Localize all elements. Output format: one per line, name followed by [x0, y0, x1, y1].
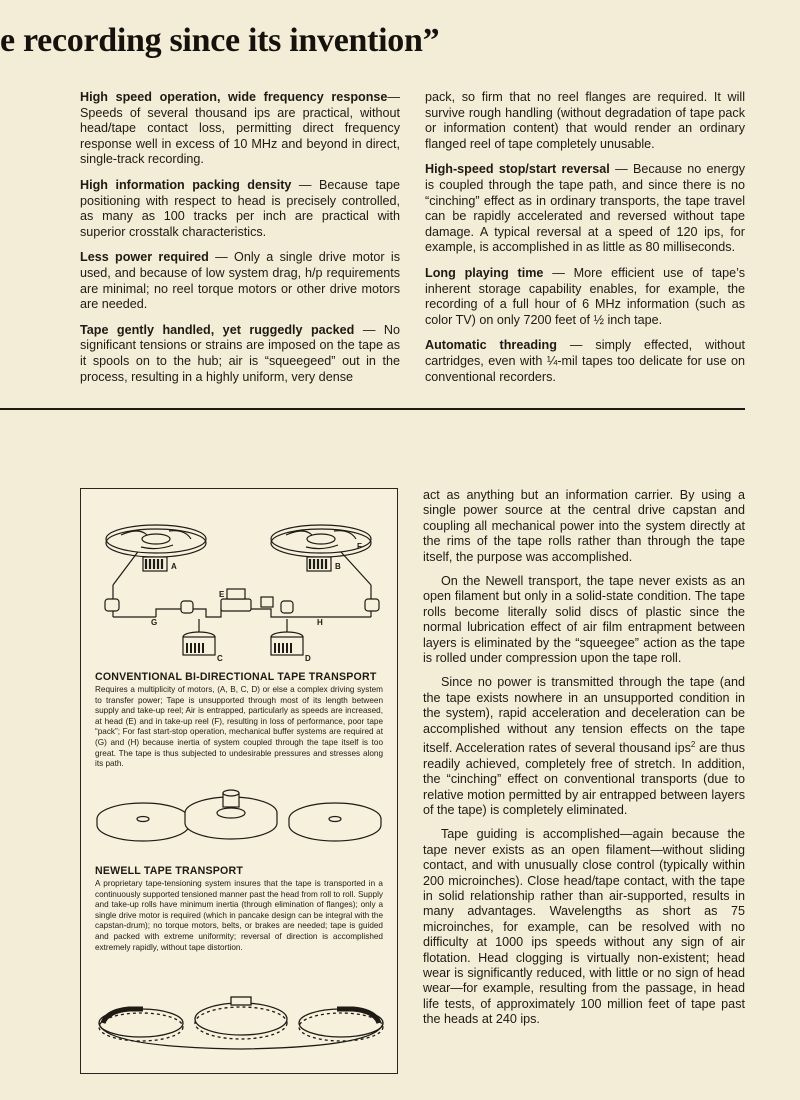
- feature-paragraph: Less power required — Only a single drive motor is used, and because of low system drag, h/p requirements are minimal; no reel torque motors or other drive motors are needed.: [80, 250, 400, 312]
- conventional-transport-diagram: [81, 513, 397, 673]
- bottom-right-column: [423, 488, 745, 1037]
- takeup-reel: [271, 525, 371, 571]
- buffer-motor-c: [183, 619, 215, 655]
- feature-paragraph: High speed operation, wide frequency response—Speeds of several thousand ips are practical, without head/tape contact loss, permitting direct frequency response well in excess of 10 MHz and beyond in direct, single-track recording.: [80, 90, 400, 167]
- conventional-caption-text: Requires a multiplicity of motors, (A, B, C, D) or else a complex driving system to transfer power; Tape is unsupported through most of its length between supply and take-up reel; Air is entrapped, particularly as speeds are increased, at head (E) and in take-up reel (F), resulting in loss of performance, poor tape “pack”; For fast start-stop operation, mechanical buffer systems are required at (G) and (H) because inertia of system coupled through the tape itself is too great. The tape is thus subjected to undesirable pressures and stresses along its path.: [95, 685, 383, 769]
- feature-text: Only a single drive motor is used, and because of low system drag, h/p requirements are minimal; no reel torque motors or other drive motors are needed.: [80, 250, 400, 312]
- top-left-column: [80, 90, 400, 395]
- feature-heading: Tape gently handled, yet ruggedly packed: [80, 322, 355, 337]
- feature-paragraph: High-speed stop/start reversal — Because no energy is coupled through the tape path, and since there is no “cinching” effect as in ordinary transports, the tape travel can be rapidly accelerated and reversed without tape damage. A typical reversal at a speed of 120 ips, for example, is accomplished in as little as 80 milliseconds.: [425, 162, 745, 255]
- page-headline: e recording since its invention”: [0, 22, 440, 59]
- label-a: A: [171, 562, 177, 571]
- body-paragraph: [423, 675, 745, 818]
- body-text: are thus readily achieved, completely free of stretch. In addition, the “cinching” effect on conventional transports (due to relative motion permitted by air entrapped between layers of the tape) is completely eliminated.: [423, 741, 745, 817]
- feature-text: Speeds of several thousand ips are practical, without head/tape contact loss, permitting direct frequency response well in excess of 10 MHz and beyond in direct, single-track recording.: [80, 105, 400, 167]
- top-right-column: [425, 90, 745, 395]
- newell-transport-diagram: [81, 779, 397, 849]
- feature-heading: Automatic threading: [425, 338, 557, 353]
- label-g: G: [151, 618, 158, 627]
- feature-text: More efficient use of tape’s inherent storage capability enables, for example, the recording of a full hour of 6 MHz information (such as color TV) on only 7200 feet of ½ inch tape.: [425, 265, 746, 327]
- label-f: F: [357, 542, 362, 551]
- body-paragraph: Tape guiding is accomplished—again because the tape never exists as an open filament—without sliding contact, and with unusually close control (typically within 200 microinches). Close head/tape contact, with the tape in solid relationship rather than air-supported, results in many advantages. Wavelengths as short as 75 microinches, for example, can be resolved with no difficulty at 1000 ips speeds without any sign of air flotation. Head clogging is virtually non-existent; head wear is significantly reduced, with little or no sign of head wear—for example, resulting from the passage, in head life tests, of approximately 100 million feet of tape past the heads at 240 ips.: [423, 827, 745, 1027]
- body-text: Since no power is transmitted through the tape (and the tape exists nowhere in an unsupported condition in the system), rapid acceleration and deceleration can be accomplished without any tension effects on the tape itself. Acceleration rates of several thousand ips: [423, 675, 745, 756]
- buffer-motor-d: [271, 619, 303, 655]
- feature-heading: High-speed stop/start reversal: [425, 162, 610, 177]
- feature-text: Because tape positioning with respect to head is precisely controlled, as many as 100 tracks per inch are practical with superior crosstalk characteristics.: [80, 177, 400, 239]
- feature-paragraph: Tape gently handled, yet ruggedly packed — No significant tensions or strains are imposed on the tape as it spools on to the hub; air is “squeegeed” out in the process, resulting in a highly uniform, very dense: [80, 322, 401, 384]
- diagram-panel: [80, 488, 398, 1074]
- feature-paragraph: [425, 90, 745, 152]
- feature-paragraph: Long playing time — More efficient use of tape’s inherent storage capability enables, for example, the recording of a full hour of 6 MHz information (such as color TV) on only 7200 feet of ½ inch tape.: [425, 265, 746, 327]
- feature-paragraph: High information packing density — Because tape positioning with respect to head is precisely controlled, as many as 100 tracks per inch are practical with superior crosstalk characteristics.: [80, 177, 400, 239]
- feature-text: Because no energy is coupled through the tape path, and since there is no “cinching” effect as in ordinary transports, the tape travel can be rapidly accelerated and reversed without tape damage. A typical reversal at a speed of 120 ips, for example, is accomplished in as little as 80 milliseconds.: [425, 162, 745, 255]
- newell-tape-path-diagram: [81, 983, 397, 1063]
- feature-text: No significant tensions or strains are imposed on the tape as it spools on to the hub; air is “squeegeed” out in the process, resulting in a highly uniform, very dense: [80, 322, 401, 384]
- body-paragraph: act as anything but an information carrier. By using a single power source at the central drive capstan and coupling all mechanical power into the system directly at the rims of the tape rolls rather than through the tape itself, the purpose was accomplished.: [423, 488, 745, 564]
- feature-heading: High information packing density: [80, 177, 292, 192]
- label-d: D: [305, 654, 311, 663]
- newell-caption-title: NEWELL TAPE TRANSPORT: [95, 865, 244, 877]
- supply-reel: [106, 525, 206, 571]
- label-b: B: [335, 562, 341, 571]
- label-c: C: [217, 654, 223, 663]
- feature-text: simply effected, without cartridges, even with ¼-mil tapes too delicate for use on conventional recorders.: [425, 338, 746, 384]
- body-paragraph: On the Newell transport, the tape never exists as an open filament but only in a solid-state condition. The tape rolls become literally solid discs of plastic since the normal lubrication effect of air film entrapment between layers is eliminated by the “squeegee” action as the tape is rolled under compression upon the tape roll.: [423, 574, 745, 666]
- footnote-marker: 2: [690, 740, 696, 750]
- guide-rollers: [105, 589, 379, 613]
- feature-paragraph: Automatic threading — simply effected, without cartridges, even with ¼-mil tapes too delicate for use on conventional recorders.: [425, 338, 746, 384]
- feature-heading: High speed operation, wide frequency response: [80, 90, 388, 104]
- label-e: E: [219, 590, 225, 599]
- label-h: H: [317, 618, 323, 627]
- section-divider: [0, 408, 745, 410]
- conventional-caption-title: CONVENTIONAL BI-DIRECTIONAL TAPE TRANSPORT: [95, 671, 377, 683]
- feature-heading: Less power required: [80, 250, 209, 265]
- newell-caption-text: A proprietary tape-tensioning system insures that the tape is transported in a continuously supported tensioned manner past the head from roll to roll. Supply and take-up rolls have minimum inertia (through elimination of flanges); only a single drive motor is required (which in pancake design can be integral with the capstan-drum); no torque motors, belts, or brakes are needed; tape is guided and packed with extreme uniformity; reversal of direction is accomplished extremely rapidly, without tape distortion.: [95, 879, 383, 952]
- feature-text: pack, so firm that no reel flanges are required. It will survive rough handling (without degradation of tape pack or information content) that would render an ordinary flanged reel of tape completely unusable.: [425, 90, 745, 151]
- feature-heading: Long playing time: [425, 265, 544, 280]
